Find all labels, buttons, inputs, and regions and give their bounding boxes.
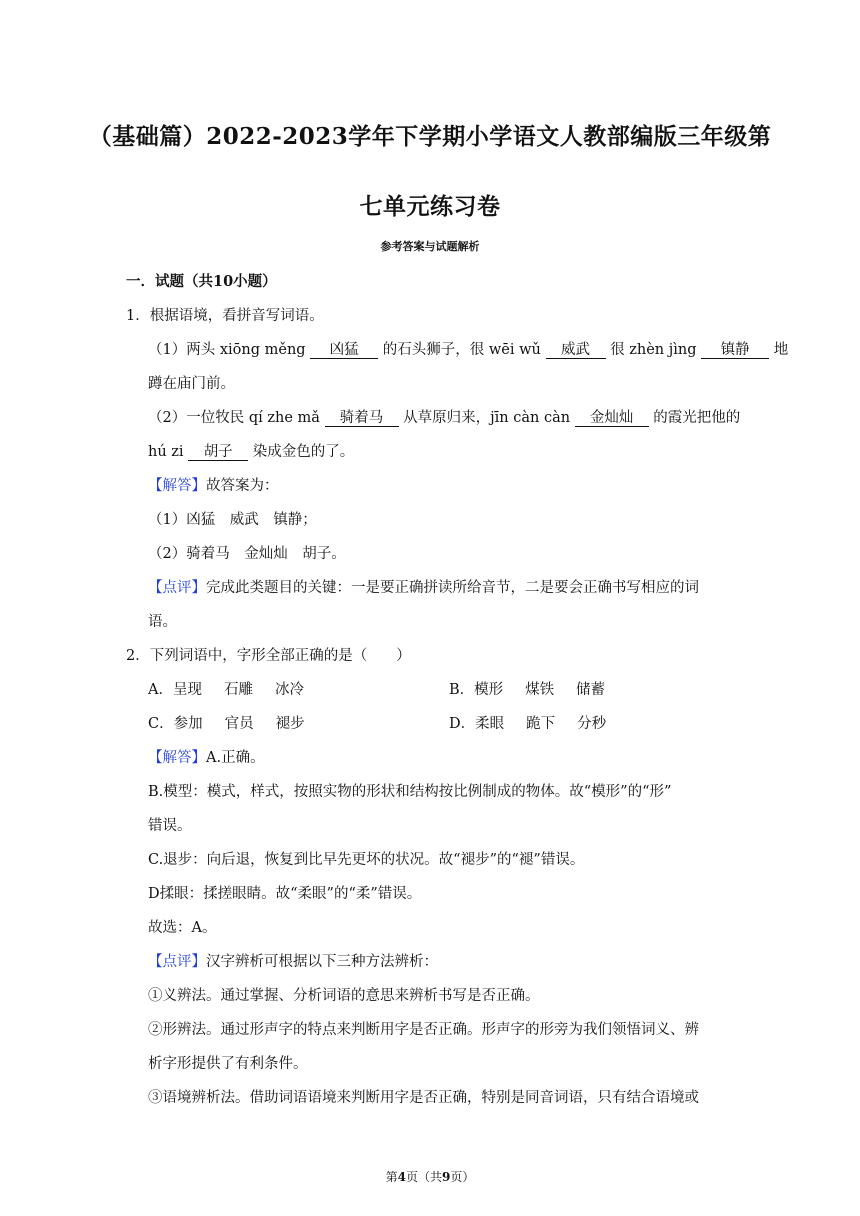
q2-option-b-word1: B．模形 [449,682,504,698]
q2-choose: 故选：A。 [148,920,217,936]
q2-method-1: ①义辨法。通过掌握、分析词语的意思来辨析书写是否正确。 [148,988,540,1004]
q1-stem: 1．根据语境，看拼音写词语。 [126,308,324,324]
q1-comment [148,576,699,597]
q1-p1-text-e: 地 [773,342,789,358]
q2-option-d-word1: D．柔眼 [449,716,505,732]
q1-comment-cont: 语。 [148,614,177,630]
q2-option-c-word1: C．参加 [148,716,203,732]
q1-p2-text-a: （2）一位牧民 qí zhe mǎ [148,410,320,426]
q2-explain-c: C.退步：向后退，恢复到比早先更坏的状况。故“褪步”的“褪”错误。 [148,852,585,868]
q2-option-a [148,678,326,699]
q1-p2-text-f: 染成金色的了。 [252,444,355,460]
q2-option-c [148,712,327,733]
q2-comment-text: 汉字辨析可根据以下三种方法辨析： [206,954,438,970]
q2-comment [148,950,438,971]
q1-p2-blank3: 胡子 [188,444,248,461]
footer-page-number: 4 [397,1170,406,1184]
q1-comment-text: 完成此类题目的关键：一是要正确拼读所给音节，二是要会正确书写相应的词 [206,580,699,596]
footer-text-a: 第 [385,1170,398,1184]
q2-method-2a: ②形辨法。通过形声字的特点来判断用字是否正确。形声字的形旁为我们领悟词义、辨 [148,1022,699,1038]
q1-p2-line2 [148,440,354,461]
q1-p1-text-c: 的石头狮子，很 wēi wǔ [382,342,541,358]
q2-option-d [449,712,628,733]
section-heading: 一．试题（共10小题） [126,273,277,290]
q2-method-3: ③语境辨析法。借助词语语境来判断用字是否正确，特别是同音词语，只有结合语境或 [148,1090,699,1106]
q2-explain-b2: 错误。 [148,818,192,834]
q1-p1-blank3: 镇静 [701,342,769,359]
q1-answer-text: 故答案为： [206,478,279,494]
q2-stem: 2．下列词语中，字形全部正确的是（ ） [126,648,411,664]
q1-p1-text-d: 很 zhèn jìng [610,342,697,358]
q2-answer [148,746,265,767]
q2-answer-tag: 【解答】 [148,750,206,766]
q1-p2-blank2: 金灿灿 [575,410,649,427]
doc-title-line2: 七单元练习卷 [359,193,501,220]
q2-option-b-word3: 储蓄 [576,682,606,698]
q2-answer-a: A.正确。 [206,750,265,766]
q1-p2-line1 [148,406,740,427]
q2-option-c-word3: 褪步 [275,716,305,732]
q1-answer [148,474,279,495]
q2-option-a-word1: A．呈现 [148,682,202,698]
q1-answer-2: （2）骑着马 金灿灿 胡子。 [148,546,346,562]
q2-explain-b1: B.模型：模式，样式，按照实物的形状和结构按比例制成的物体。故“模形”的“形” [148,784,672,800]
q1-p1-text-a: （1）两头 xiōng měng [148,342,306,358]
doc-subtitle: 参考答案与试题解析 [380,240,480,253]
footer-total-pages: 9 [442,1170,451,1184]
q1-p2-text-d: 的霞光把他的 [653,410,741,426]
q2-option-d-word2: 跪下 [526,716,556,732]
doc-title-line1: （基础篇）2022-2023学年下学期小学语文人教部编版三年级第 [88,123,772,150]
q2-option-d-word3: 分秒 [577,716,607,732]
page-footer [0,1168,860,1185]
q1-comment-tag: 【点评】 [148,580,206,596]
q2-method-2b: 析字形提供了有利条件。 [148,1056,308,1072]
q1-p1-line1 [148,338,788,359]
footer-text-c: 页） [450,1170,475,1184]
q2-option-c-word2: 官员 [224,716,254,732]
q1-p2-blank1: 骑着马 [325,410,399,427]
q1-p2-text-e: hú zi [148,444,184,460]
q2-comment-tag: 【点评】 [148,954,206,970]
q1-p2-text-c: 从草原归来，jīn càn càn [403,410,571,426]
q1-p1-blank1: 凶猛 [310,342,378,359]
q2-explain-d: D揉眼：揉搓眼睛。故“柔眼”的“柔”错误。 [148,886,422,902]
footer-text-b: 页（共 [405,1170,442,1184]
q1-answer-tag: 【解答】 [148,478,206,494]
q2-option-a-word3: 冰冷 [274,682,304,698]
q1-answer-1: （1）凶猛 威武 镇静； [148,512,317,528]
q1-p1-blank2: 威武 [546,342,606,359]
q2-option-a-word2: 石雕 [223,682,253,698]
q2-option-b-word2: 煤铁 [525,682,555,698]
q1-p1-line2: 蹲在庙门前。 [148,376,235,392]
q2-option-b [449,678,627,699]
